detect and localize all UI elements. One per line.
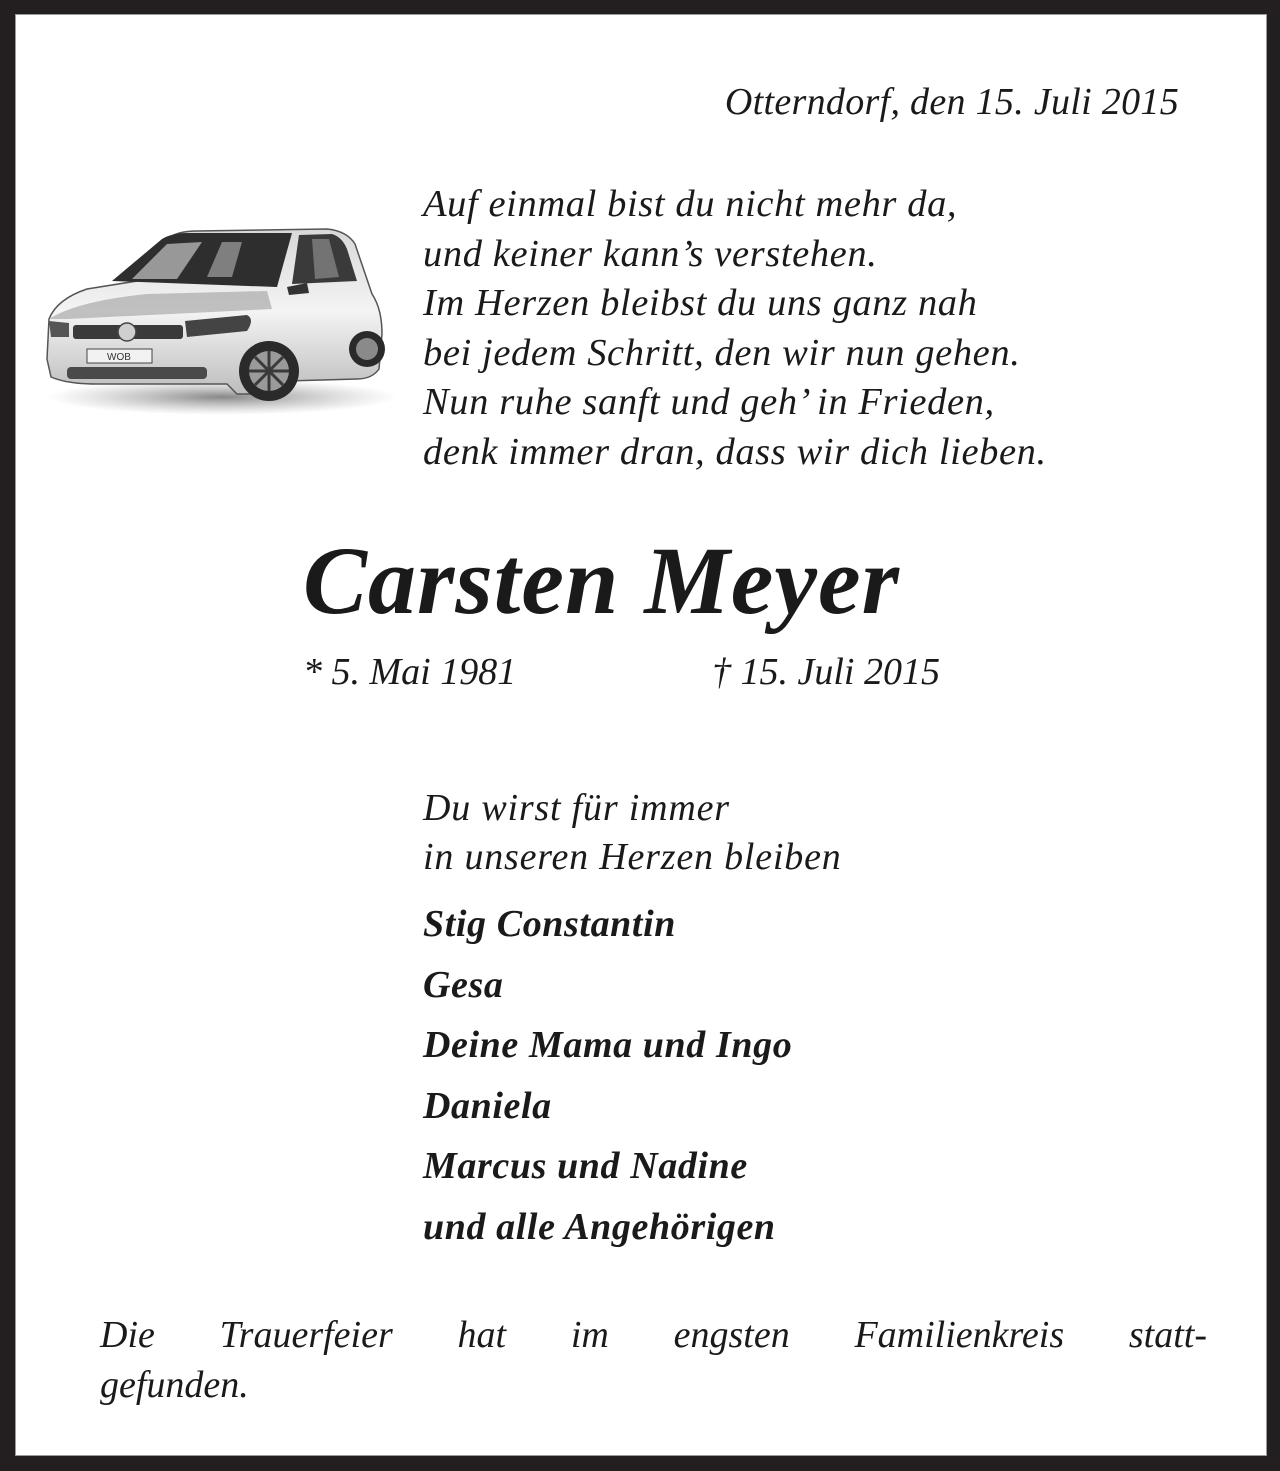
poem-line: denk immer dran, dass wir dich lieben. (423, 430, 1047, 473)
obituary-notice (15, 14, 1267, 1456)
car-image (37, 209, 397, 419)
mourner: Deine Mama und Ingo (423, 1024, 793, 1066)
closing-line: Du wirst für immer (423, 787, 730, 829)
birth-date: * 5. Mai 1981 (303, 651, 517, 693)
funeral-note-line: Die Trauerfeier hat im engsten Familienkreis statt- (100, 1314, 1207, 1356)
svg-text:WOB: WOB (107, 352, 131, 363)
mourners-list (423, 894, 792, 1257)
poem-line: Im Herzen bleibst du uns ganz nah (423, 282, 978, 324)
poem (423, 180, 1047, 477)
deceased-name: Carsten Meyer (303, 527, 900, 634)
car-icon (37, 209, 397, 419)
poem-line: bei jedem Schritt, den wir nun gehen. (423, 331, 1021, 374)
funeral-note-line: gefunden. (100, 1364, 249, 1406)
mourner: und alle Angehörigen (423, 1205, 776, 1248)
mourner: Gesa (423, 963, 504, 1006)
mourner: Marcus und Nadine (423, 1145, 748, 1187)
mourner: Daniela (423, 1084, 552, 1127)
place-and-date: Otterndorf, den 15. Juli 2015 (724, 81, 1179, 123)
poem-line: und keiner kann’s verstehen. (423, 232, 878, 275)
poem-line: Nun ruhe sanft und geh’ in Frieden, (423, 381, 995, 423)
poem-line: Auf einmal bist du nicht mehr da, (423, 183, 958, 225)
closing-words (423, 784, 842, 882)
mourner: Stig Constantin (423, 903, 676, 945)
death-date: † 15. Juli 2015 (712, 651, 940, 693)
closing-line: in unseren Herzen bleiben (423, 836, 842, 878)
funeral-note (100, 1310, 1207, 1410)
